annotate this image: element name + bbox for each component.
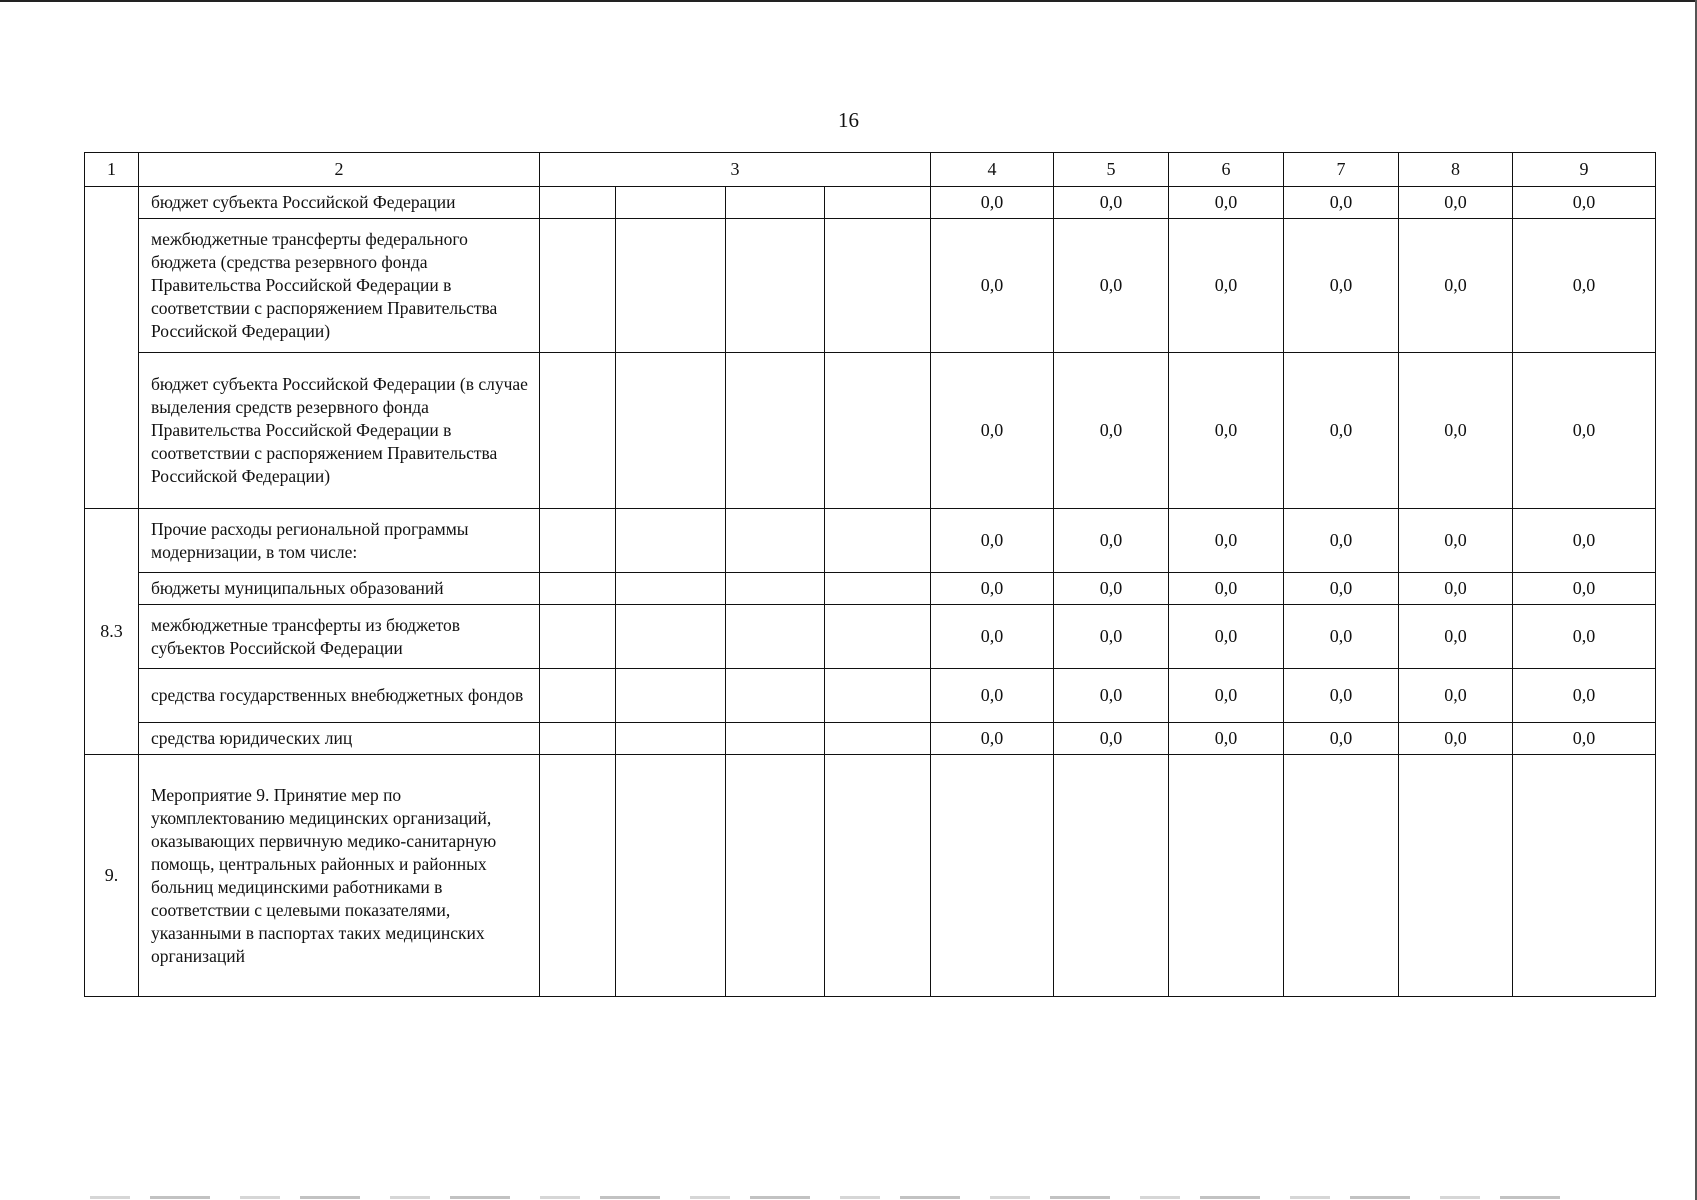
value-cell-8: 0,0 xyxy=(1399,573,1513,605)
value-cell-7: 0,0 xyxy=(1284,353,1399,509)
value-cell-8: 0,0 xyxy=(1399,723,1513,755)
header-cell-2: 2 xyxy=(139,153,540,187)
empty-cell xyxy=(726,755,825,997)
row-description: межбюджетные трансферты из бюджетов субъектов Российской Федерации xyxy=(139,605,540,669)
value-cell-9: 0,0 xyxy=(1513,605,1656,669)
empty-cell xyxy=(616,219,726,353)
value-cell-4: 0,0 xyxy=(931,723,1054,755)
value-cell-9: 0,0 xyxy=(1513,187,1656,219)
value-cell-8 xyxy=(1399,755,1513,997)
value-cell-4: 0,0 xyxy=(931,509,1054,573)
value-cell-8: 0,0 xyxy=(1399,605,1513,669)
value-cell-9 xyxy=(1513,755,1656,997)
table-row xyxy=(85,219,1656,353)
value-cell-7: 0,0 xyxy=(1284,605,1399,669)
value-cell-4: 0,0 xyxy=(931,353,1054,509)
page-number: 16 xyxy=(838,108,859,132)
value-cell-9: 0,0 xyxy=(1513,573,1656,605)
row-number-cell: 9. xyxy=(85,755,139,997)
empty-cell xyxy=(616,605,726,669)
value-cell-7: 0,0 xyxy=(1284,723,1399,755)
value-cell-5: 0,0 xyxy=(1054,187,1169,219)
value-cell-9: 0,0 xyxy=(1513,723,1656,755)
table-row xyxy=(85,353,1656,509)
value-cell-5: 0,0 xyxy=(1054,573,1169,605)
empty-cell xyxy=(726,187,825,219)
row-description: бюджеты муниципальных образований xyxy=(139,573,540,605)
table-row xyxy=(85,605,1656,669)
empty-cell xyxy=(726,573,825,605)
empty-cell xyxy=(825,219,931,353)
row-description: межбюджетные трансферты федерального бюджета (средства резервного фонда Правительства Российской Федерации в соответствии с распоряжением Правительства Российской Федерации) xyxy=(139,219,540,353)
value-cell-6: 0,0 xyxy=(1169,353,1284,509)
value-cell-8: 0,0 xyxy=(1399,669,1513,723)
program-table xyxy=(84,152,1656,997)
header-cell-3: 3 xyxy=(540,153,931,187)
empty-cell xyxy=(540,509,616,573)
value-cell-5: 0,0 xyxy=(1054,723,1169,755)
empty-cell xyxy=(825,509,931,573)
value-cell-9: 0,0 xyxy=(1513,219,1656,353)
value-cell-7: 0,0 xyxy=(1284,187,1399,219)
empty-cell xyxy=(540,605,616,669)
empty-cell xyxy=(540,573,616,605)
scan-bottom-edge xyxy=(90,1196,1590,1199)
value-cell-5: 0,0 xyxy=(1054,669,1169,723)
value-cell-4: 0,0 xyxy=(931,573,1054,605)
table-row xyxy=(85,669,1656,723)
empty-cell xyxy=(825,573,931,605)
header-cell-4: 4 xyxy=(931,153,1054,187)
row-description: Мероприятие 9. Принятие мер по укомплектованию медицинских организаций, оказывающих первичную медико-санитарную помощь, центральных районных и районных больниц медицинскими работниками в соответствии с целевыми показателями, указанными в паспортах таких медицинских организаций xyxy=(139,755,540,997)
empty-cell xyxy=(726,353,825,509)
value-cell-9: 0,0 xyxy=(1513,669,1656,723)
header-cell-8: 8 xyxy=(1399,153,1513,187)
empty-cell xyxy=(616,755,726,997)
header-cell-1: 1 xyxy=(85,153,139,187)
empty-cell xyxy=(616,573,726,605)
value-cell-8: 0,0 xyxy=(1399,509,1513,573)
value-cell-9: 0,0 xyxy=(1513,353,1656,509)
page-edge-top xyxy=(0,0,1697,2)
header-cell-5: 5 xyxy=(1054,153,1169,187)
row-number-cell xyxy=(85,187,139,509)
value-cell-9: 0,0 xyxy=(1513,509,1656,573)
value-cell-6: 0,0 xyxy=(1169,187,1284,219)
value-cell-8: 0,0 xyxy=(1399,353,1513,509)
row-description: бюджет субъекта Российской Федерации xyxy=(139,187,540,219)
table-row xyxy=(85,573,1656,605)
value-cell-6: 0,0 xyxy=(1169,219,1284,353)
empty-cell xyxy=(825,353,931,509)
empty-cell xyxy=(825,755,931,997)
value-cell-5: 0,0 xyxy=(1054,353,1169,509)
empty-cell xyxy=(726,219,825,353)
empty-cell xyxy=(616,723,726,755)
empty-cell xyxy=(825,187,931,219)
empty-cell xyxy=(825,605,931,669)
header-cell-7: 7 xyxy=(1284,153,1399,187)
value-cell-6: 0,0 xyxy=(1169,669,1284,723)
row-description: средства государственных внебюджетных фондов xyxy=(139,669,540,723)
table-row xyxy=(85,723,1656,755)
row-description: средства юридических лиц xyxy=(139,723,540,755)
value-cell-6: 0,0 xyxy=(1169,605,1284,669)
value-cell-4: 0,0 xyxy=(931,219,1054,353)
table-row xyxy=(85,187,1656,219)
header-cell-6: 6 xyxy=(1169,153,1284,187)
header-row xyxy=(85,153,1656,187)
empty-cell xyxy=(616,187,726,219)
empty-cell xyxy=(540,219,616,353)
value-cell-6 xyxy=(1169,755,1284,997)
value-cell-5: 0,0 xyxy=(1054,605,1169,669)
empty-cell xyxy=(726,669,825,723)
empty-cell xyxy=(540,669,616,723)
value-cell-6: 0,0 xyxy=(1169,573,1284,605)
header-cell-9: 9 xyxy=(1513,153,1656,187)
value-cell-8: 0,0 xyxy=(1399,187,1513,219)
empty-cell xyxy=(616,509,726,573)
empty-cell xyxy=(616,669,726,723)
value-cell-4: 0,0 xyxy=(931,669,1054,723)
value-cell-4 xyxy=(931,755,1054,997)
empty-cell xyxy=(540,187,616,219)
value-cell-7 xyxy=(1284,755,1399,997)
value-cell-6: 0,0 xyxy=(1169,723,1284,755)
value-cell-5: 0,0 xyxy=(1054,509,1169,573)
empty-cell xyxy=(726,605,825,669)
empty-cell xyxy=(540,723,616,755)
empty-cell xyxy=(540,353,616,509)
value-cell-7: 0,0 xyxy=(1284,219,1399,353)
empty-cell xyxy=(616,353,726,509)
value-cell-5: 0,0 xyxy=(1054,219,1169,353)
row-description: бюджет субъекта Российской Федерации (в случае выделения средств резервного фонда Правительства Российской Федерации в соответствии с распоряжением Правительства Российской Федерации) xyxy=(139,353,540,509)
table-row xyxy=(85,509,1656,573)
row-description: Прочие расходы региональной программы модернизации, в том числе: xyxy=(139,509,540,573)
row-number-cell: 8.3 xyxy=(85,509,139,755)
value-cell-7: 0,0 xyxy=(1284,573,1399,605)
value-cell-7: 0,0 xyxy=(1284,669,1399,723)
empty-cell xyxy=(825,723,931,755)
empty-cell xyxy=(825,669,931,723)
table-row xyxy=(85,755,1656,997)
value-cell-6: 0,0 xyxy=(1169,509,1284,573)
value-cell-4: 0,0 xyxy=(931,187,1054,219)
empty-cell xyxy=(540,755,616,997)
value-cell-5 xyxy=(1054,755,1169,997)
value-cell-8: 0,0 xyxy=(1399,219,1513,353)
value-cell-4: 0,0 xyxy=(931,605,1054,669)
empty-cell xyxy=(726,509,825,573)
empty-cell xyxy=(726,723,825,755)
value-cell-7: 0,0 xyxy=(1284,509,1399,573)
